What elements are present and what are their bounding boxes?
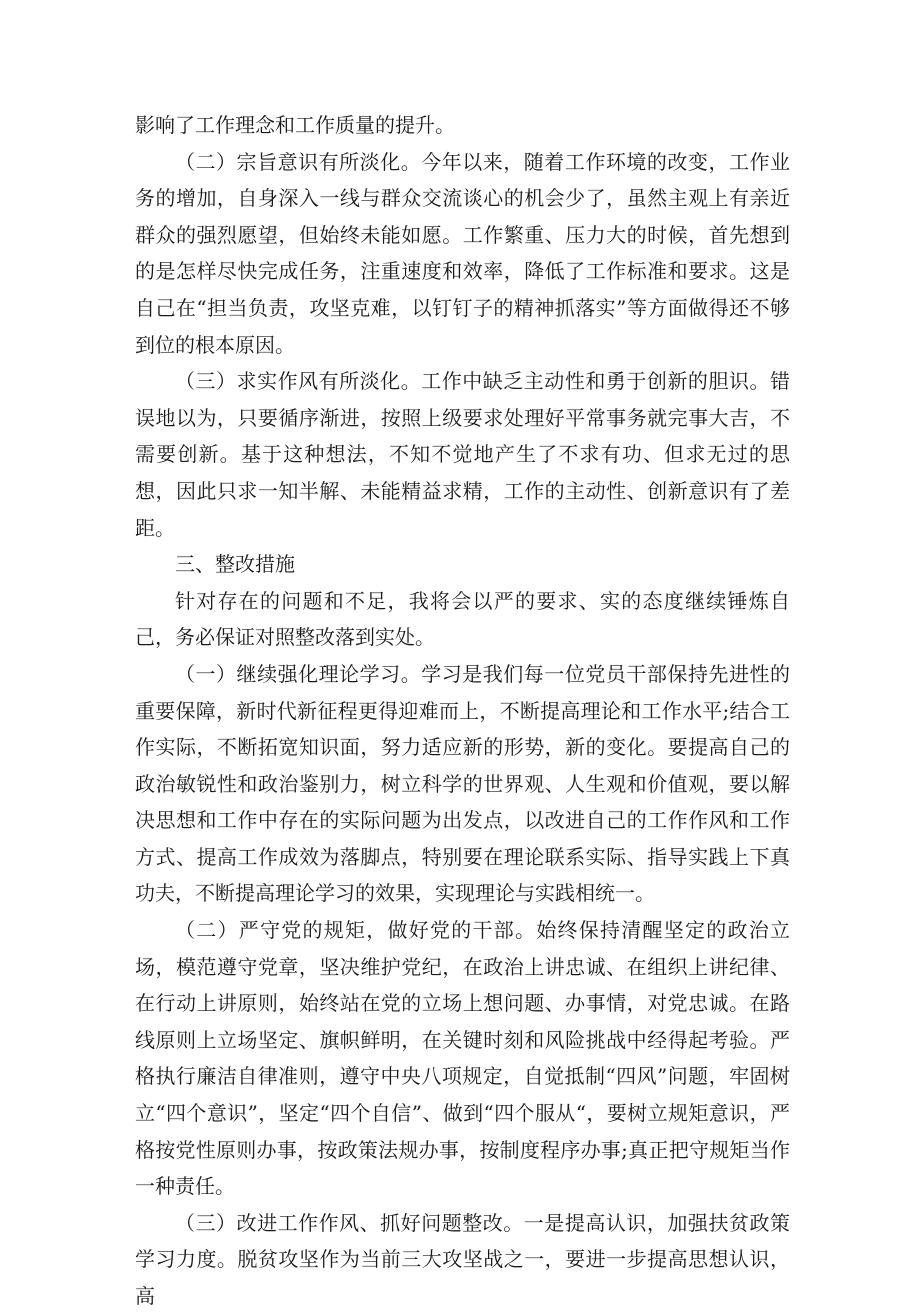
paragraph-theory-study: （一）继续强化理论学习。学习是我们每一位党员干部保持先进性的重要保障，新时代新征程更得迎难而上，不断提高理论和工作水平;结合工作实际，不断拓宽知识面，努力适应新的形势，新的变化。要提高自己的政治敏锐性和政治鉴别力，树立科学的世界观、人生观和价值观，要以解决思想和工作中存在的实际问题为出发点，以改进自己的工作作风和工作方式、提高工作成效为落脚点，特别要在理论联系实际、指导实践上下真功夫，不断提高理论学习的效果，实现理论与实践相统一。 bbox=[135, 661, 790, 906]
paragraph-rectification-intro: 针对存在的问题和不足，我将会以严的要求、实的态度继续锤炼自己，务必保证对照整改落到实处。 bbox=[135, 588, 790, 650]
paragraph-purpose-awareness: （二）宗旨意识有所淡化。今年以来，随着工作环境的改变，工作业务的增加，自身深入一线与群众交流谈心的机会少了，虽然主观上有亲近群众的强烈愿望，但始终未能如愿。工作繁重、压力大的时候，首先想到的是怎样尽快完成任务，注重速度和效率，降低了工作标准和要求。这是自己在“担当负责，攻坚克难，以钉钉子的精神抓落实”等方面做得还不够到位的根本原因。 bbox=[135, 149, 790, 357]
paragraph-work-style: （三）改进工作作风、抓好问题整改。一是提高认识，加强扶贫政策学习力度。脱贫攻坚作为当前三大攻坚战之一，要进一步提高思想认识，高 bbox=[135, 1210, 790, 1308]
paragraph-party-rules: （二）严守党的规矩，做好党的干部。始终保持清醒坚定的政治立场，模范遵守党章，坚决维护党纪，在政治上讲忠诚、在组织上讲纪律、在行动上讲原则，始终站在党的立场上想问题、办事情，对党忠诚。在路线原则上立场坚定、旗帜鲜明，在关键时刻和风险挑战中经得起考验。严格执行廉洁自律准则，遵守中央八项规定，自觉抵制“四风”问题，牢固树立“四个意识”，坚定“四个自信”、做到“四个服从“，要树立规矩意识，严格按党性原则办事，按政策法规办事，按制度程序办事;真正把守规矩当作一种责任。 bbox=[135, 918, 790, 1199]
document-body bbox=[135, 107, 790, 1315]
section-heading-rectification: 三、整改措施 bbox=[175, 552, 295, 577]
paragraph-practical-style: （三）求实作风有所淡化。工作中缺乏主动性和勇于创新的胆识。错误地以为，只要循序渐进，按照上级要求处理好平常事务就完事大吉，不需要创新。基于这种想法，不知不觉地产生了不求有功、但求无过的思想，因此只求一知半解、未能精益求精，工作的主动性、创新意识有了差距。 bbox=[135, 369, 790, 540]
paragraph-continuation: 影响了工作理念和工作质量的提升。 bbox=[135, 113, 455, 137]
